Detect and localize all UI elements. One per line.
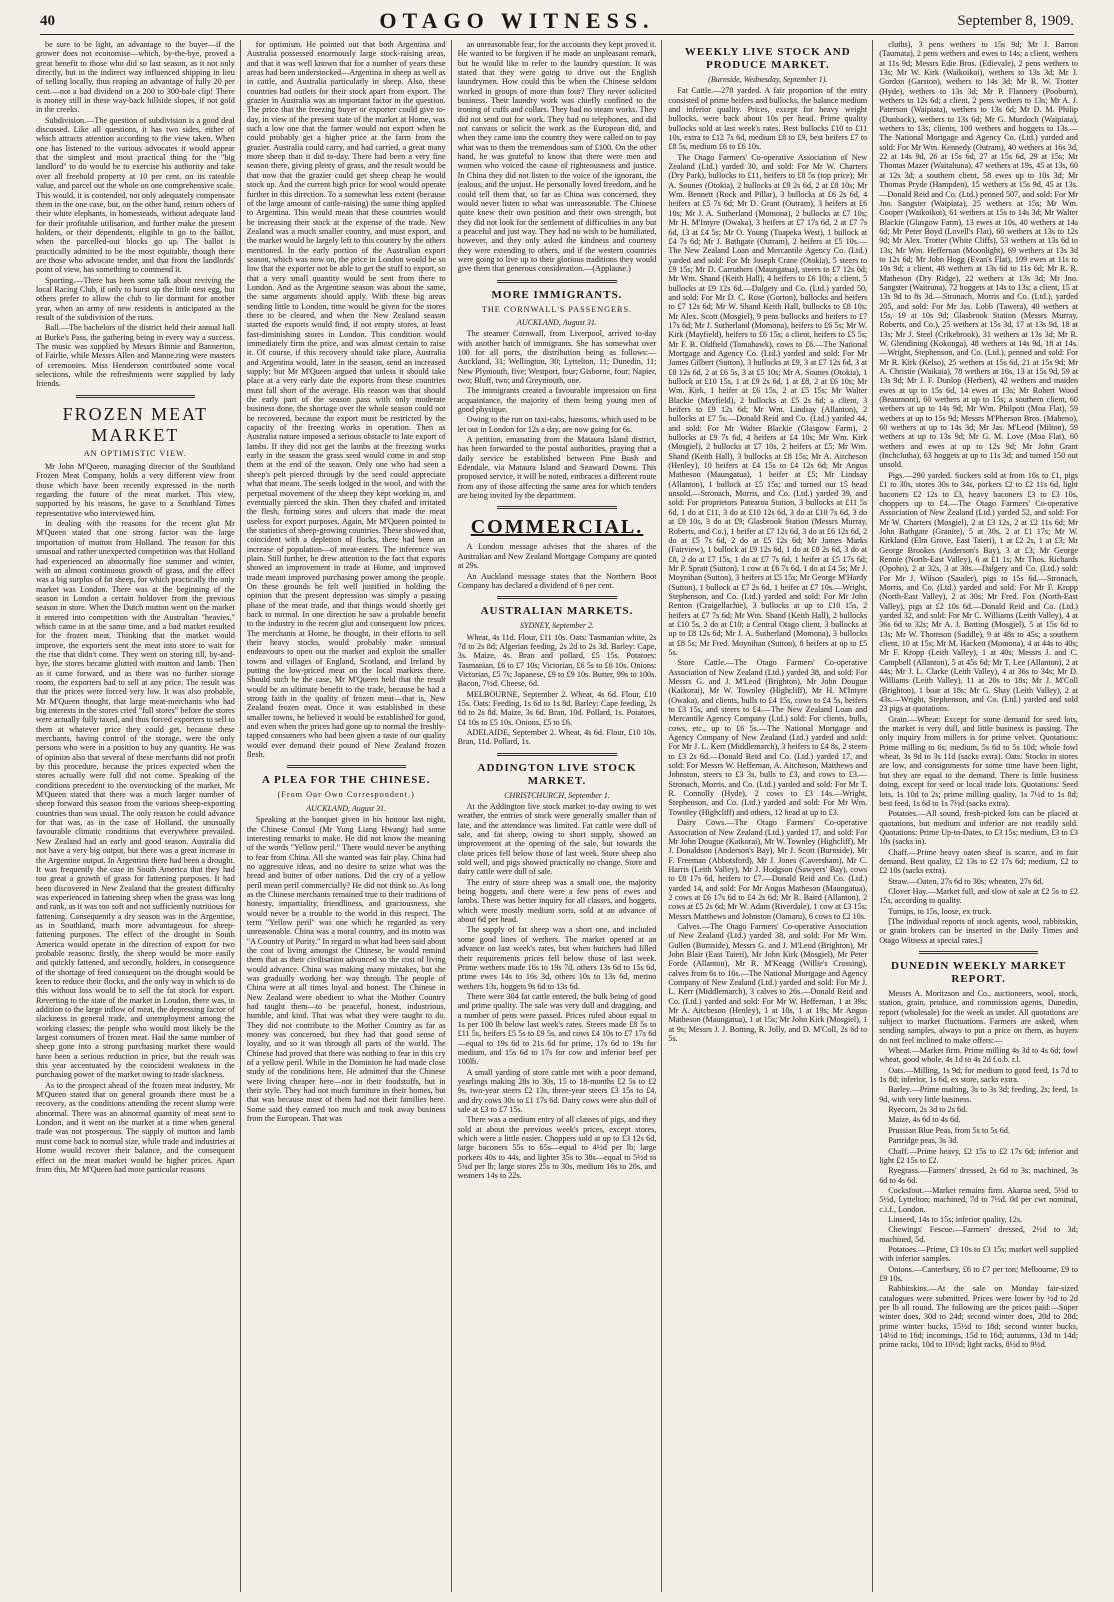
article-paragraph: Wheat, 4s 11d. Flour, £11 10s. Oats: Tasmanian white, 2s 7d to 2s 8d; Algerian feeding, 2s 2d to 2s 3d. Barley: Cape, 3s. Maize, 4s. Bran and pollard, £5 15s. Potatoes: Tasmanian, £6 to £7 10s; Victorian, £6 5s to £6 10s. Onions: Victorian, £5 7s; Japanese, £9 to £9 10s. Butter, 99s to 100s. Bacon, 7½d. Cheese, 6d. [457,632,657,689]
article-paragraph: Chaff.—Prime heavy, £2 15s to £2 17s 6d; inferior and light £2 15s to £2. [879,1146,1078,1165]
section-divider [497,596,616,599]
article-paragraph: Turnips, to 15s, loose, ex truck. [888,906,992,916]
article-paragraph: MELBOURNE, September 2. Wheat, 4s 6d. Flour, £10 15s. Oats: Feeding, 1s 6d to 1s 8d. Barley: Cape feeding, 2s 6d to 2s 8d. Maize, 3s 6d. Bran, 10d. Pollard, 1s. Potatoes, £4 10s to £5 10s. Onions, £5 to £6. [457,689,657,727]
article-paragraph: A petition, emanating from the Mataura Island district, has been forwarded to the postal authorities, praying that a daily service be established between Pine Bush and Edendale, via Mataura Island and Seaward Downs. This proposed service, it will be noted, embraces a different route from any of those affecting the same area for which tenders are being invited by the department. [457,435,657,501]
article-paragraph: Onions.—Canterbury, £6 to £7 per ton; Melbourne, £9 to £9 10s. [879,1264,1078,1283]
article-paragraph: cluths), 3 pens wethers to 15s 9d; Mr J. Barron (Taumata), 2 pens wethers and ewes to 14s; a client, wethers at 11s 9d; Messrs Edie Bros. (Edievale), 2 pens wethers to 13s; Mr W. Kirk (Waikoikoi), wethers to 13s 3d; Mr J. Gordon (Garston), wethers to 14s 3d; Mr R. W. Trotter (Hyde), wethers to 13s 3d; Mr P. Flannery (Pooburn), wethers to 12s 6d; a client, 2 pens wethers to 13s; Mr A. J. Paterson (Waipiata), wethers to 13s 6d; Mr D. M. Philip (Dunback), wethers to 13s 6d; Mr G. Murdoch (Waipiata), wethers to 13s; clients, 100 wethers and hoggets to 13s.—The National Mortgage and Agency Co. (Ltd.) yarded and sold: For Mr Wm. Kennedy (Outram), 40 wethers at 16s 3d, 22 at 14s 9d, 26 at 15s 6d, 27 at 15s 6d, 29 at 15s; Mr Thomas Mazer (Waitahuna), 47 wethers at 19s, 45 at 13s, 60 at 12s 3d; a southern client, 58 ewes up to 10s 3d; Mr Thomas Pryde (Hampden), 15 wethers at 15s 9d, 45 at 13s.—Donald Reid and Co. (Ltd.) penned 507, and sold: For Mr Jno. Sangster (Waipiata), 25 wethers at 15s; Mr Wm. Cooper (Waikoikoi), 61 wethers at 15s to 14s 3d; Mr Walter Blackie (Glasgow Farm), 13 ewes at 10s, 40 wethers at 14s 6d; Mr Peter Boyd (Lovell's Flat), 60 wethers at 13s to 12s 9d; Mr Alex. Trotter (White Cliffs), 53 wethers at 13s 6d to 13s; Mr Wm. Heffernan (Moonlight), 69 wethers at 13s 3d to 12s 6d; Mr John Hogg (Evan's Flat), 109 ewes at 11s to 10s 9d; a client, 48 wethers at 13s 6d to 11s 6d; Mr R. R. Matheson (Dry Ridge), 22 wethers at 13s 3d; Mr Jno. Sangster (Waitruna), 72 hoggets at 14s to 13s; a client, 15 at 13s 9d to 8s 3d.—Stronach, Morris and Co. (Ltd.), yarded 205, and sold: For Mr Jas. Lobb (Tawera), 40 wethers at 15s, 19 at 10s 9d; Glasbrook Station (Messrs Murray, Roberts, and Co.), 25 wethers at 15s 3d, 17 at 13s 9d, 18 at 13s; Mr J. Steel (Crikebrook), 31 wethers at 13s 3d; Mr R. W. Glendining (Kokonga), 48 wethers at 14s 9d, 18 at 14s.—Wright, Stephenson, and Co. (Ltd.), penned and sold: For Mr R. Kirk (Kelso), 25 wethers at 15s 6d, 21 at 15s 9d; Mr A. Christie (Waikaia), 78 wethers at 16s, 13 at 15s 9d, 59 at 13s 9d; Mr J. F. Dunlop (Herbert), 42 wethers and maiden ewes at up to 15s 6d, 14 ewes at 13s; Mr Robert Wood (Beaumont), 60 wethers at up to 15s; a southern client, 60 wethers at up to 14s 9d; Mr Wm. Philpott (Moa Flat), 59 wethers at up to 15s 9d; Messrs M'Pherson Bros. (Maheno), 60 wethers at up to 14s 3d; Mr Jas. M'Leod (Milton), 59 wethers at up to 13s 9d; Mr G. M. Love (Moa Flat), 60 wethers and ewes at up to 12s 9d; Mr John Grant (Inchclutha), 63 hoggets at up to 11s 3d; and turned 150 out unsold. [879,40,1078,470]
article-paragraph: An Auckland message states that the Northern Boot Company has declared a dividend of 6 per cent. [457,571,657,590]
column-5 [879,40,1078,1592]
article-paragraph: Linseed, 14s to 15s; inferior quality, 12s. [888,1214,1023,1224]
article-dateline: SYDNEY, September 2. [520,621,594,631]
article-paragraph: Oats.—Milling, 1s 9d; for medium to good feed, 1s 7d to 1s 8d; inferior, 1s 6d, ex store, sacks extra. [879,1065,1078,1085]
article-paragraph: Grain.—Wheat: Except for some demand for seed lots, the market is very dull, and little business is passing. The only inquiry from millers is for prime velvet. Quotations: Prime milling to 6s; medium, 5s 6d to 5s 10d; whole fowl wheat, 3s 9d to 3s 11d (sacks extra). Oats: Stocks in stores are low, and consignments for some time have been light, but they are equal to the demand. There is little business doing, except for seed or local trade lots. Quotations: Seed lots, 1s 10d to 2s; prime milling quality, 1s 7½d to 1s 8d; best feed, 1s 6d to 1s 7½d (sacks extra). [879,714,1078,808]
column-3 [458,40,663,1592]
article-paragraph: Rabbitskins.—At the sale on Monday fair-sized catalogues were submitted. Prices were lower by ½d to 2d per lb all round. The following are the prices paid:—Super winter does, 30d to 24d; second winter does, 20d to 28d; prime winter bucks, 15½d to 18d; second winter bucks, 14½d to 16d; incomings, 15d to 16d; autumns, 13d to 14d; prime racks, 10d to 10½d; light racks, 8½d to 9½d. [879,1284,1078,1350]
article-paragraph: There were 304 fat cattle entered, the bulk being of good and prime quality. The sale was very dull and dragging, and a number of pens were passed. Prices ruled about equal to 1s per 100 lb below last week's rates. Steers made £8 5s to £11 5s, heifers £5 5s to £9 5s, and cows £4 10s to £7 17s 6d—equal to 19s 6d to 21s 6d for prime, 17s 6d to 19s for medium, and 15s 6d to 17s for cow and inferior beef per 100lb. [457,991,657,1067]
article-paragraph: Mr John M'Queen, managing director of the Southland Frozen Meat Company, holds a very different view from those which have been recently expressed in the north regarding the future of the meat market. This view, supported by his reasons, he gave to a Southland Times representative who interviewed him. [36,462,235,518]
article-paragraph: Prussian Blue Peas, from 5s to 5s 6d. [888,1125,1010,1135]
article-paragraph: Speaking at the banquet given in his honour last night, the Chinese Consul (Mr Yung Liang Hwang) had some interesting remarks to make. He did not know the meaning of the words "Yellow peril." There would never be anything to fear from China. All she wanted was fair play. China had no aggressive ideas, and no desire to seize what was the bread and butter of other nations. Did the cry of a yellow peril mean peril commercially? He did not think so. As long as the Chinese merchants remained true to their traditions of honesty, impartiality, friendliness, and graciousness, she would never be a trouble to the world in this respect. The term "Yellow peril" was one which he regarded as very unreasonable. China was a moral country, and its motto was "A Country of Purity." In regard to what had been said about the cost of living amongst the Chinese, he would remind them that as their civilisation advanced so the cost of living would advance. China was making many mistakes, but she was gradually working her way through. The people of China were at all times loyal and honest. The Chinese in New Zealand were obedient to what the Mother Country had taught them—to be peaceful, honest, industrious, humble, and kind. That was what they were taught to do. They did not contribute to the Mother Country as far as money was concerned, but they had that good sense of loyalty, and so it was through all parts of the world. The Chinese had proved that there was nothing to fear in this cry of a yellow peril. While in the Dominion he had made close study of the conditions here. He admitted that the Chinese were living cheaper here—not in their foodstuffs, but in their style. They had not much furniture in their homes, but that was because most of them had not their families here. Some said they earned too much and took away business from the European. That was [246,815,446,1124]
article-paragraph: Partridge peas, 3s 3d. [888,1136,959,1146]
article-subheading: AN OPTIMISTIC VIEW. [83,448,188,458]
article-paragraph: Subdivision.—The question of subdivision is a good deal discussed. Like all questions, it has two sides, either of which attracts attention according to the view taken. When one has listened to the various advocates it would appear that the simplest and most practical thing for the "big landlord" to do would be to exercise his authority and take over all freehold property at 10 per cent. on its rateable value, and parcel out the whole on one comprehensive scale. This would, it is contended, not only adequately compensate them in the one case, but, on the other hand, return others of their white elephants, in homesteads, without adequate land for their profitable utilisation, and further make the present holders, or their dependents, eligible to go to the ballot, when the parcelled-out blocks go up. The ballot is practically admitted to be the most equitable, though there are those who advocate tender, and that from the landlords' point of view, has something to commend it. [36,115,235,275]
section-divider [76,395,195,398]
article-paragraph: Chewings' Fescue.—Farmers' dressed, 2½d to 3d; machined, 5d. [879,1225,1078,1244]
article-paragraph: Potatoes.—All sound, fresh-picked lots can be placed at quotations, but medium and inferior are not readily sold. Quotations: Prime Up-to-Dates, to £3 15s; medium, £3 to £3 10s (sacks in). [879,809,1078,847]
article-paragraph: be sure to be light, an advantage to the buyer—if the grower does not economise—which, by-the-bye, proved a great benefit to those who did so last season, as it not only directly, but in the indirect way influenced shipping in lieu of selling locally, thus reaping an advantage of fully 20 per cent.—not a bad dividend on a 200 to 300-bale clip! There is money still in these way-back hillside slopes, if not gold in the creeks. [36,40,235,115]
section-divider [287,765,406,768]
article-paragraph: The entry of store sheep was a small one, the majority being hoggets, and there were a few pens of ewes and lambs. There was better inquiry for all classes, and hoggets, which were mostly medium sorts, sold at an advance of about 6d per head. [457,877,657,925]
article-paragraph: Maize, 4s 6d to 4s 6d. [888,1115,961,1125]
article-paragraph: [The individual reports of stock agents, wool, rabbitskin, or grain brokers can be inserted in the Daily Times and Otago Witness at special rates.] [879,916,1078,945]
article-dateline: (Burnside, Wednesday, September 1). [708,75,828,84]
article-paragraph: Potatoes.—Prime, £3 10s to £3 15s; market well supplied with inferior samples. [879,1244,1078,1264]
article-paragraph: Chaff.—Prime heavy oaten sheaf is scarce, and in fair demand. Best quality, £2 13s to £2 17s 6d; medium, £2 to £2 10s (sacks extra). [879,847,1078,876]
article-headline: AUSTRALIAN MARKETS. [480,605,634,618]
column-1 [36,40,241,1592]
column-4 [668,40,873,1592]
article-paragraph: At the Addington live stock market to-day owing to wet weather, the entries of stock were generally smaller than of late, and the attendance was limited. Fat cattle were dull of sale, and fat sheep, owing to short supply, showed an improvement at the opening of the sale, but towards the close prices fell below those of last week. Store sheep also sold well, and pigs showed practically no change. Store and dairy cattle were dull of sale. [457,802,657,877]
article-headline: COMMERCIAL. [470,516,644,539]
article-paragraph: The Otago Farmers' Co-operative Association of New Zealand (Ltd.) yarded 30, and sold: For Mr W. Charters (Dry Park), bullocks to £11, heifers to £8 5s (top price); Mr A. Sounes (Otokia), 2 bullocks at £9 2s 6d, 2 at £8 10s; Mr Wm. Bennett (Rock and Pillar), 3 bullocks at £6 2s 6d, 4 heifers at £5 7s 6d; Mr D. Grant (Outram), 3 heifers at £6 10s; Mr J. A. Sutherland (Momona), 2 bullocks at £7 10s; Mr H. M'Intyre (Owaka), 3 heifers at £7 17s 6d, 2 at £7 7s 6d, 13 at £4 5s; Mr O. Young (Tuapeka West), 1 bullock at £4 7s 6d; Mr J. Bathgate (Outram), 2 heifers at £5 10s.—The New Zealand Loan and Mercantile Agency Co. (Ltd.) yarded and sold: For Mr Joseph Crane (Otokia), 5 steers to £9 15s; Mr D. Carruthers (Maungatua), steers to £7 12s 6d; Mr Wm. Shand (Keith Hall), 4 heifers to £6 10s; a client, 5 bullocks at £9 12s 6d.—Dalgety and Co. (Ltd.) yarded 50, and sold: For Mr D. C. Rose (Gorton), bullocks and heifers to £7 12s 6d; Mr W. Shand Keith Hall, bullocks to £8 10s; Mr Alex. Scott (Mosgiel), 9 pens bullocks and heifers to £7 17s 6d; Mr J. Sutherland (Momona), heifers to £6 5s; Mr W. Kirk (Mayfield), heifers to £6 15s; a client, heifers to £5 5s; Mr F. R. Oldfield (Tomahawk), cows to £6.—The National Mortgage and Agency Co. (Ltd.) yarded and sold: For Mr James Gilbert (Sutton), 3 bullocks at £9, 3 at £7 12s 6d, 3 at £8 12s 6d, 2 at £6 5s, 3 at £5 10s; Mr A. Sounes (Otokia), 1 bullock at £10 15s, 1 at £9 2s 6d, 1 at £8, 2 at £6 10s; Mr Wm. Kirk, 1 heifer at £6 15s, 2 at £5 15s; Mr Walter Blackie (Mayfield), 2 bullocks at £5 2s 6d; a client, 3 heifers to £9 12s 6d; Mr Wm. Lindsay (Allanton), 2 bullocks at £7 5s.—Donald Reid and Co. (Ltd.) yarded 44, and sold: For Mr Walter Blackie (Glasgow Farm), 2 bullocks at £9 7s 6d, 4 heifers at £4 10s; Mr Wm. Kirk (Mosgiel), 2 bullocks at £7 10s, 2 heifers at £5; Mr Wm. Shand (Keith Hall), 3 bullocks at £8 15s; Mr A. Aitcheson (Henley), 10 heifers at £4 15s to £4 12s 6d; Mr Angus Matheson (Maungatua), 1 heifer at £5; Mr Lindsay (Allanton), 1 bullock at £5 15s; and turned out 15 head unsold.—Stronach, Morris, and Co. (Ltd.) yarded 39, and sold: For proprietors Patearoa Station, 3 bullocks at £11 5s 6d, 1 do at £11, 3 do at £10 12s 6d, 3 do at £10 7s 6d, 3 do at £9 10s, 3 do at £9; Glasbrook Station (Messrs Murray, Roberts, and Co.), 1 heifer at £7 12s 6d, 3 do at £6 12s 6d, 2 do at £5 7s 6d, 2 do at £5 12s 6d; Mr James Marks (Fairview), 1 bullock at £9 12s 6d, 1 do at £8 2s 6d, 3 do at £8, 2 do at £7 15s, 1 do at £7 7s 6d, 1 heifer at £5 17s 6d; Mr P. Spratt (Sutton), 1 cow at £6 7s 6d, 1 do at £4 5s; Mr J. Moynihan (Sutton), 3 heifers at £5 15s; Mr George M'Hardy (Sutton), 1 bullock at £7 2s 6d, 1 heifer at £7 10s.—Wright, Stephenson, and Co. (Ltd.) yarded and sold: For Mr John Renton (Craigellachie), 3 bullocks at up to £10 15s, 2 heifers at £7 7s 6d; Mr Wm. Shand (Keith Hall), 2 bullocks at £10 5s, 2 do at £10; a Central Otago client, 3 bullocks at up to £8 12s 6d; Mr J. A. Sutherland (Momona), 3 bullocks at £8 5s; Mr Fred. Moynihan (Sutton), 8 heifers at up to £5 5s. [668,152,868,657]
article-paragraph: Ball.—The bachelors of the district held their annual ball at Burke's Pass, the gathering being in every way a success. The music was supplied by Messrs Binnie and Bannerton, of Fairlie, while Messrs Allen and Manne.ring were masters of ceremonies. Miss Henderson contributed some vocal selections, while the refreshments were supplied by lady friends. [36,323,235,389]
article-dateline: CHRISTCHURCH, September 1. [504,790,610,800]
article-paragraph: Owing to the run on taxi-cabs, hansoms, which used to be let out in London for 12s a day, are now going for 6s. [457,415,657,434]
article-paragraph: As to the prospect ahead of the frozen meat industry, Mr M'Queen stated that on general grounds there must be a recovery, as the conditions attending the recent slump were abnormal. There was an abnormal quantity of meat sent to London, and it went on the market at a time when general trade was not prosperous. The supply of mutton and lamb must come back to normal size, while trade and industries at Home would recover their balance, and the consequent effect on the meat market would be higher prices. Apart from this, Mr M'Queen had more particular reasons [36,1080,235,1174]
section-divider [497,753,616,756]
issue-date: September 8, 1909. [957,12,1074,29]
article-subheading: THE CORNWALL'S PASSENGERS. [481,304,633,314]
article-paragraph: Straw.—Oaten, 27s 6d to 30s; wheaten, 27s 6d. [888,876,1044,886]
article-paragraph: ADELAIDE, September 2. Wheat, 4s 6d. Flour, £10 10s. Bran, 11d. Pollard, 1s. [457,727,657,747]
article-headline: A PLEA FOR THE CHINESE. [261,774,431,787]
article-headline: DUNEDIN WEEKLY MARKET REPORT. [890,960,1067,985]
article-paragraph: an unreasonable fear, for the accounts they kept proved it. He wanted to be forgiven if he made an unpleasant remark, but he would like to refer to the laundry question. It was stated that they were going to drive out the English laundrymen. How could this be when the Chinese seldom worked in groups of more than four? They never solicited business. Their laundry work was chiefly confined to the ironing of cuffs and collars. They had no steam works. They did not send out for work. They had no telephones, and did not canvass or solicit the work as the European did, and when they came into the country they were called on to pay what was to them the tremendous sum of £100. On the other hand, he was grateful to know that there were men and women who voiced the cause of righteousness and justice. In China they did not listen to the voice of the ignorant, the jealous, and the unjust. He personally loved freedom, and he could tell them that, so far as China was concerned, they would never listen to what was unreasonable. The Chinese quite knew their own position and their own strength, but they did not look for the settlement of difficulties in any but a peaceful and just way. They had no wish to be humiliated, however, and they only asked the kindness and courtesy they were extending to others, and if the western countries were going to live up to their glorious traditions they would give them that generous consideration.—(Applause.) [457,40,657,274]
column-2 [247,40,452,1592]
article-paragraph: Fat Cattle.—278 yarded. A fair proportion of the entry consisted of prime heifers and bullocks, the balance medium and inferior quality. Prices, except for heavy weight bullocks, were back about 10s per head. Prime quality bullocks sold at last week's rates. Best bullocks £10 to £11 10s, extra to £12 7s 6d, medium £8 to £9, best heifers £7 to £8 5s, medium £6 to £6 10s. [668,86,868,152]
article-paragraph: Clover Hay.—Market full, and slow of sale at £2 5s to £2 15s, according to quality. [879,886,1078,906]
article-paragraph: Calves.—The Otago Farmers' Co-operative Association of New Zealand (Ltd.) yarded 38, and sold: For Mr Wm. Gullen (Burnside), Messrs G. and J. M'Leod (Brighton), Mr John Blair (East Taieri), Mr John Kirk (Mosgiel), Mr Peter Forde (Allanton), Mr R. M'Keagg (Willie's Crossing), calves from 6s to 16s.—The National Mortgage and Agency Company of New Zealand (Ltd.) yarded and sold: For Mr J. L. Kerr (Middlemarch), 3 calves to 26s.—Donald Reid and Co. (Ltd.) yarded and sold: For Mr W. Heffernan, 1 at 39s; Mr A. Aitcheson (Henley), 1 at 10s, 1 at 19s; Mr Angus Matheson (Maungatua), 1 at 15s; Mr John Kirk (Mosgiel), 1 at 9s; Messrs J. J. Botting, R. Jolly, and D. M'Coll, 2s 6d to 5s. [668,921,868,1044]
article-paragraph: Ryegrass.—Farmers' dressed, 2s 6d to 3s; machined, 3s 6d to 4s 6d. [879,1166,1078,1185]
masthead [40,8,1074,35]
article-paragraph: Messrs A. Moritzson and Co., auctioneers, wool, stock, station, grain, produce, and commission agents, Dunedin, report (wholesale) for the week as under. All quotations are subject to market fluctuations. Farmers are asked, when sending samples, always to put a price on them, as buyers do not feel inclined to make offers:— [879,989,1078,1045]
newspaper-title: OTAGO WITNESS. [379,8,655,33]
article-paragraph: The supply of fat sheep was a short one, and included some good lines of wethers. The market opened at an advance on last week's rates, but when butchers had filled their requirements prices fell below those of last week. Prime wethers made 16s to 19s 7d, others 13s 6d to 15s 6d, prime ewes 14s to 16s 3d, others 10s to 13s 6d, merino wethers 13s, hoggets 9s 6d to 13s 6d. [457,925,657,991]
section-divider [497,280,616,283]
article-subheading: (From Our Own Correspondent.) [277,790,415,800]
article-paragraph: Dairy Cows.—The Otago Farmers' Co-operative Association of New Zealand (Ltd.) yarded 17, and sold: For Mr John Dougue (Kaikorai), Mr W. Townley (Highcliff), Mr J. Donaldson (Anderson's Bay), Mr J. Scott (Burnside), Mr F. Freeman (Abbotsford), Mr J. Jones (Caversham), Mr C. Harris (Leith Valley), Mr J. Hodgson (Sawyers' Bay), cows to £8 17s 6d, heifers to £7.—Donald Reid and Co. (Ltd.) yarded 14, and sold: For Mr Angus Matheson (Maungatua), 2 cows at £6 17s 6d to £4 2s 6d; Mr R. Baird (Allanton), 2 cows at £5 2s 6d; Mr W. Adam (Riverdale), 1 cow at £3 15s; Messrs Matthews and Johnston (Oamaru), 6 cows to £2 10s. [668,818,868,921]
article-paragraph: A London message advises that the shares of the Australian and New Zealand Mortgage Company are quoted at 29s. [457,542,657,571]
article-headline: MORE IMMIGRANTS. [491,288,623,301]
page-number: 40 [40,12,55,29]
article-paragraph: Sporting.—There has been some talk about reviving the local Racing Club, if only to burst up the little nest egg, but others prefer to allow the club to lie dormant for another year, when an army of new residents is anticipated as the result of the subdivision of the runs. [36,275,235,322]
article-paragraph: There was a medium entry of all classes of pigs, and they sold at about the previous week's prices, except stores, which were a little easier. Choppers sold at up to £3 12s 6d, large baconers 55s to 65s—equal to 4½d per lb; large porkers 40s to 44s, and lighter 35s to 38s—equal to 5½d to 5¾d per lb; large stores 25s to 30s, medium 16s to 20s, and weaners 14s to 22s. [457,1115,657,1181]
article-paragraph: Barley.—Prime malting, 3s to 3s 3d; feeding, 2s; feed, 1s 9d, with very little business. [879,1085,1078,1104]
article-paragraph: A small yarding of store cattle met with a poor demand, yearlings making 28s to 30s, 15 to 18-months £2 5s to £2 9s, two-year steers £2 13s, three-year steers £3 15s to £4, and dry cows 30s to £1 17s 6d. Dairy cows were also dull of sale at £3 to £7 15s. [457,1067,657,1114]
article-paragraph: Pigs.—290 yarded. Suckers sold at from 16s to £1, pigs £1 to 30s, stores 30s to 34s, porkers £2 to £2 11s 6d, light baconers £2 12s to £3, heavy baconers £3 to £3 10s, choppers up to £4.—The Otago Farmers' Co-operative Association of New Zealand (Ltd.) yarded 52, and sold: For Mr W. Charters (Mosgiel), 2 at £3 12s, 2 at £2 11s 6d; Mr John Bathgate (Granite), 5 at 30s, 2 at £1 17s; Mr W. Kirkland (Elm Grove, East Taieri), 1 at £2 2s, 1 at £3; Mr George Brookes (Anderson's Bay), 3 at £3; Mr George Rennie (North-East Valley), 6 at £1 1s; Mr Thos. Richards (Opoho), 2 at 32s, 3 at 30s.—Dalgety and Co. (Ltd.) sold: For Mr J. Wilson (Sauder), pigs to 15s 6d.—Stronach, Morris, and Co. (Ltd.) yarded and sold: For Mr F. Kropp (North-East Valley), 2 at 30s; Mr Fred. Fox (North-East Valley), pigs at £2 10s 6d.—Donald Reid and Co. (Ltd.) yarded 32, and sold: For Mr C. Williams (Leith Valley), 4 at 36s 6d to 32s; Mr A. J. Botting (Mosgiel), 5 at 15s 6d to 13s; Mr W. Thomson (Saddle), 9 at 48s to 45s; a southern client, 10 at 15s; Mr M. Hackett (Momona), 4 at 44s to 40s; Mr F. Kropp (Leith Valley), 1 at 40s; Messrs J. and C. Campbell (Allanton), 5 at 45s 6d; Mr T. Lee (Allanton), 2 at 44s; Mr J. L. Clarke (Leith Valley), 4 at 36s to 34s; Mr D. Williams (Leith Valley), 11 at 20s to 18s; Mr J. M'Coll (Brighton), 1 boar at 18s; Mr G. Shay (Leith Valley), 2 at 43s.—Wright, Stephenson, and Co. (Ltd.) yarded and sold 23 pigs at quotations. [879,470,1078,714]
article-headline: ADDINGTON LIVE STOCK MARKET. [477,761,637,787]
section-divider [919,951,1038,954]
article-headline: WEEKLY LIVE STOCK AND PRODUCE MARKET. [684,46,851,71]
article-paragraph: for optimism. He pointed out that both Argentina and Australia possessed enormously large stock-raising areas, and that it was well known that for a number of years these areas had been understocked—Argentina in sheep as well as in cattle, and Australia particularly in sheep. Also, these countries had outlets for their stock apart from export. The grazier in Australia was an important factor in the question. The price that the freezing buyer or exporter could give to-day, in view of the present state of the market at Home, was such a low one that the farmer would not export when he could probably get a higher price at the farm from the grazier. Australia could carry, and had carried, a great many more sheep than it did to-day. There had been a very fine season there, giving plenty of grass, and the result would be that now that the grazier could get sheep cheap he would stock up. And the current high price for wool would operate further in this direction. To a somewhat less extent (because of the large amount of cattle-raising) the same thing applied to Argentina. This would mean that these countries would be increasing their stock at the expense of the trade. New Zealand was a much smaller country, and must export, and the market would be largely left to this country by the others mentioned. In the early portion of the Australian export season, which was now on, the price in London would be so low that the exporter not be able to get the stuff to export, so that a very small quantity would be sent from there to London. And as the Argentine season was about the same, the same arguments should apply. With these big areas sending little to London, time would be given for the stores there to be cleared, and when the New Zealand season started the exports would find, if not empty stores, at least fast-diminishing stores in London. This condition would immediately firm the price, and was almost certain to raise it. Of course, if this recovery should take place, Australia and Argentina would, later in the season, send an increased supply; but Mr M'Queen argued that unless it should take place at a very early date the exports from these countries must fall short of the average. His reason was that should the early part of the season pass with only moderate business done, the shortage over the whole season could not be recovered, because the export must be restricted by the capacity of the freezing works in operation. Then as Australia nature imposed a serious obstacle to late export of lambs. If they did not get the lambs at the freezing works early in the season the grass seed would come in and stop them at the end of the season. Only one who had seen a sheep's pelt pierced through by the seed could appreciate what that meant. The seeds lodged in the wool, and with the perpetual movement of the sheep they kept working in, and eventually pierced the skin. Then they chafed and irritated the flesh, forming sores and ulcers that made the meat useless for export purposes. Again, Mr M'Queen pointed to the statistics of sheep-growing countries. These showed that, coincident with a depletion of flocks, there had been an increase of population—of meat-eaters. The inference was plain. Still further, he drew attention to the fact that exports showed an improvement in trade at Home, and improved trade meant improved purchasing power among the people. On these grounds he felt well justified in holding the opinion that the present depression was simply a passing phase of the meat trade, and that things would shortly get back to normal. In one direction he saw a probable benefit to the industry in the recent glut and consequent low prices. The merchants at Home, he thought, in their efforts to sell their heavy stocks, would probably make unusual endeavours to open out the market and exploit the smaller towns and villages of England, Scotland, and Ireland by putting the low-priced meat on the local markets there. Should such be the case, Mr M'Queen held that the result would be an ultimate benefit to the trade, because he had a strong faith in the quality of frozen meat—that is, New Zealand frozen meat. Once it was established in these smaller towns, he believed it would be established for good, and even when the prices had gone up to normal the freshly-tapped consumers who had been given a taste of our quality would ever demand their pound of New Zealand frozen flesh. [246,40,446,760]
article-dateline: AUCKLAND, August 31. [517,317,597,327]
section-divider [497,506,616,509]
article-paragraph: Store Cattle.—The Otago Farmers' Co-operative Association of New Zealand (Ltd.) yarded 38, and sold: For Messrs G. and J. M'Leod (Brighton), Mr John Dougue (Kaikorai), Mr W. Townley (Highcliff), Mr H. M'Intyre (Owaka), and clients, bulls to £4 15s, cows to £4 5s, heifers to £3 15s, and steers to £4.—The New Zealand Loan and Mercantile Agency Company (Ltd.) sold: For clients, bulls, cows, etc., up to £6 5s.—The National Mortgage and Agency Company of New Zealand (Ltd.) yarded and sold: For Mr J. L. Kerr (Middlemarch), 3 heifers to £4 8s, 2 steers to £3 2s 6d.—Donald Reid and Co. (Ltd.) yarded 17, and sold: For Messrs W. Heffernan, A. Aitcheson, Matthews and Johnston, steers to £3 3s, bulls to £3, and cows to £3.—Stronach, Morris, and Co. (Ltd.) yarded and sold: For Mr T. R. Connolly (Hyde), 2 cows to £3 14s.—Wright, Stephenson, and Co. (Ltd.) yarded and sold: For Mr Wm. Townley (Highcliff) and others, 12 head at up to £3. [668,658,868,817]
article-paragraph: Wheat.—Market firm. Prime milling 4s 3d to 4s 6d; fowl wheat, good whole, 4s 1d to 4s 2d f.o.b. r.l. [879,1046,1078,1065]
article-paragraph: In dealing with the reasons for the recent glut Mr M'Queen stated that one strong factor was the large importation of mutton from Holland. The reason for this unusual and rather unexpected competition was that Holland had experienced an abnormally fine summer and winter, with an almost continuous growth of grass, and the effect was a big surplus of fat sheep, for which practically the only market was London. There was at the beginning of the season in London a certain holdover from the previous season in store. When the Dutch mutton went on the market it entered into competition with the Australian "heavies," which came in at the same time, and a bad market resulted for the frozen meat. Thinking that the market would improve, the exporters sent the meat into store to wait for the rise that didn't come. They went on storing till, by-and-bye, the stores became glutted with mutton and lamb. Then as it came forward, and as there was no further storage room, the exporters had to sell at any price. The result was that the prices were forced very low. It was also probable, Mr M'Queen thought, that large meat-merchants who had big interests in the stores cried "full stores" before the stores were actually fully taxed, and thus forced exporters to sell to them at whatever price they could get, because these merchants, having control of the storage, were the only persons who were in a position to buy any quantity. He was of opinion also that several of these merchants did not profit by this procedure, because the prices expected when the stores actually were full did not come. Speaking of the conditions precedent to the overstocking of the market, Mr M'Queen stated that there was a much larger number of sheep forward this season from the various sheep-exporting countries than was usual. The only reason he could advance for that was, as in the case of Holland, the unusually favourable climatic conditions that everywhere prevailed. New Zealand had an early and good season. Australia did not have a very big output, but there was a great increase in the Argentine output. In Argentina there had been a drought. It was frequently the case in South America that they had too great a growth of grass for fattening purposes. It had been discovered in New Zealand that the greatest difficulty was experienced in fattening sheep when the grass was long and rank, as it was too soft and not sufficiently nutritious for fattening. Consequently a dry season was in the Argentine, as in Southland, much more advantageous for sheep-fattening purposes. The effect of the drought in South America would operate in the direction of export for two probable reasons: firstly, the sheep would be more easily and quickly fattened, and secondly, holders, in consequence of the shortage of feed consequent on the drought would be keen to reduce their flocks, and the only way in which to do this without loss would be to sell the fat stock for export. Reverting to the state of the market in London, there was, in addition to the large inflow of meat, the depressing factor of slackness in general trade, and unemployment among the working classes; the people who would most likely be the largest consumers of frozen meat. Had the same number of sheep gone into a strong purchasing market there would have been a serious reduction in price, but the result was this year accentuated by the coincident weakness in the purchasing power of the market owing to trade slackness. [36,519,235,1080]
article-paragraph: Cocksfoot.—Market remains firm. Akaroa seed, 5½d to 5½d, Lyttelton; machined, 7d to 7½d. 0d per cwt nominal, c.i.f., London. [879,1185,1078,1214]
column-container [36,40,1078,1592]
article-headline: FROZEN MEAT MARKET [62,403,209,445]
article-dateline: AUCKLAND, August 31. [306,803,387,813]
article-paragraph: The steamer Cornwall, from Liverpool, arrived to-day with another batch of immigrants. She has somewhat over 100 for all ports, the distribution being as follows:—Auckland, 31; Wellington, 30; Lyttelton, 11; Dunedin, 11; New Plymouth, five; Westport, four; Gisborne, four; Napier, two; Bluff, two; and Greymouth, one. [457,329,657,385]
article-paragraph: Ryecorn, 2s 3d to 2s 6d. [888,1105,968,1115]
article-paragraph: The immigrants created a favourable impression on first acquaintance, the majority of them being young men of good physique. [457,386,657,415]
